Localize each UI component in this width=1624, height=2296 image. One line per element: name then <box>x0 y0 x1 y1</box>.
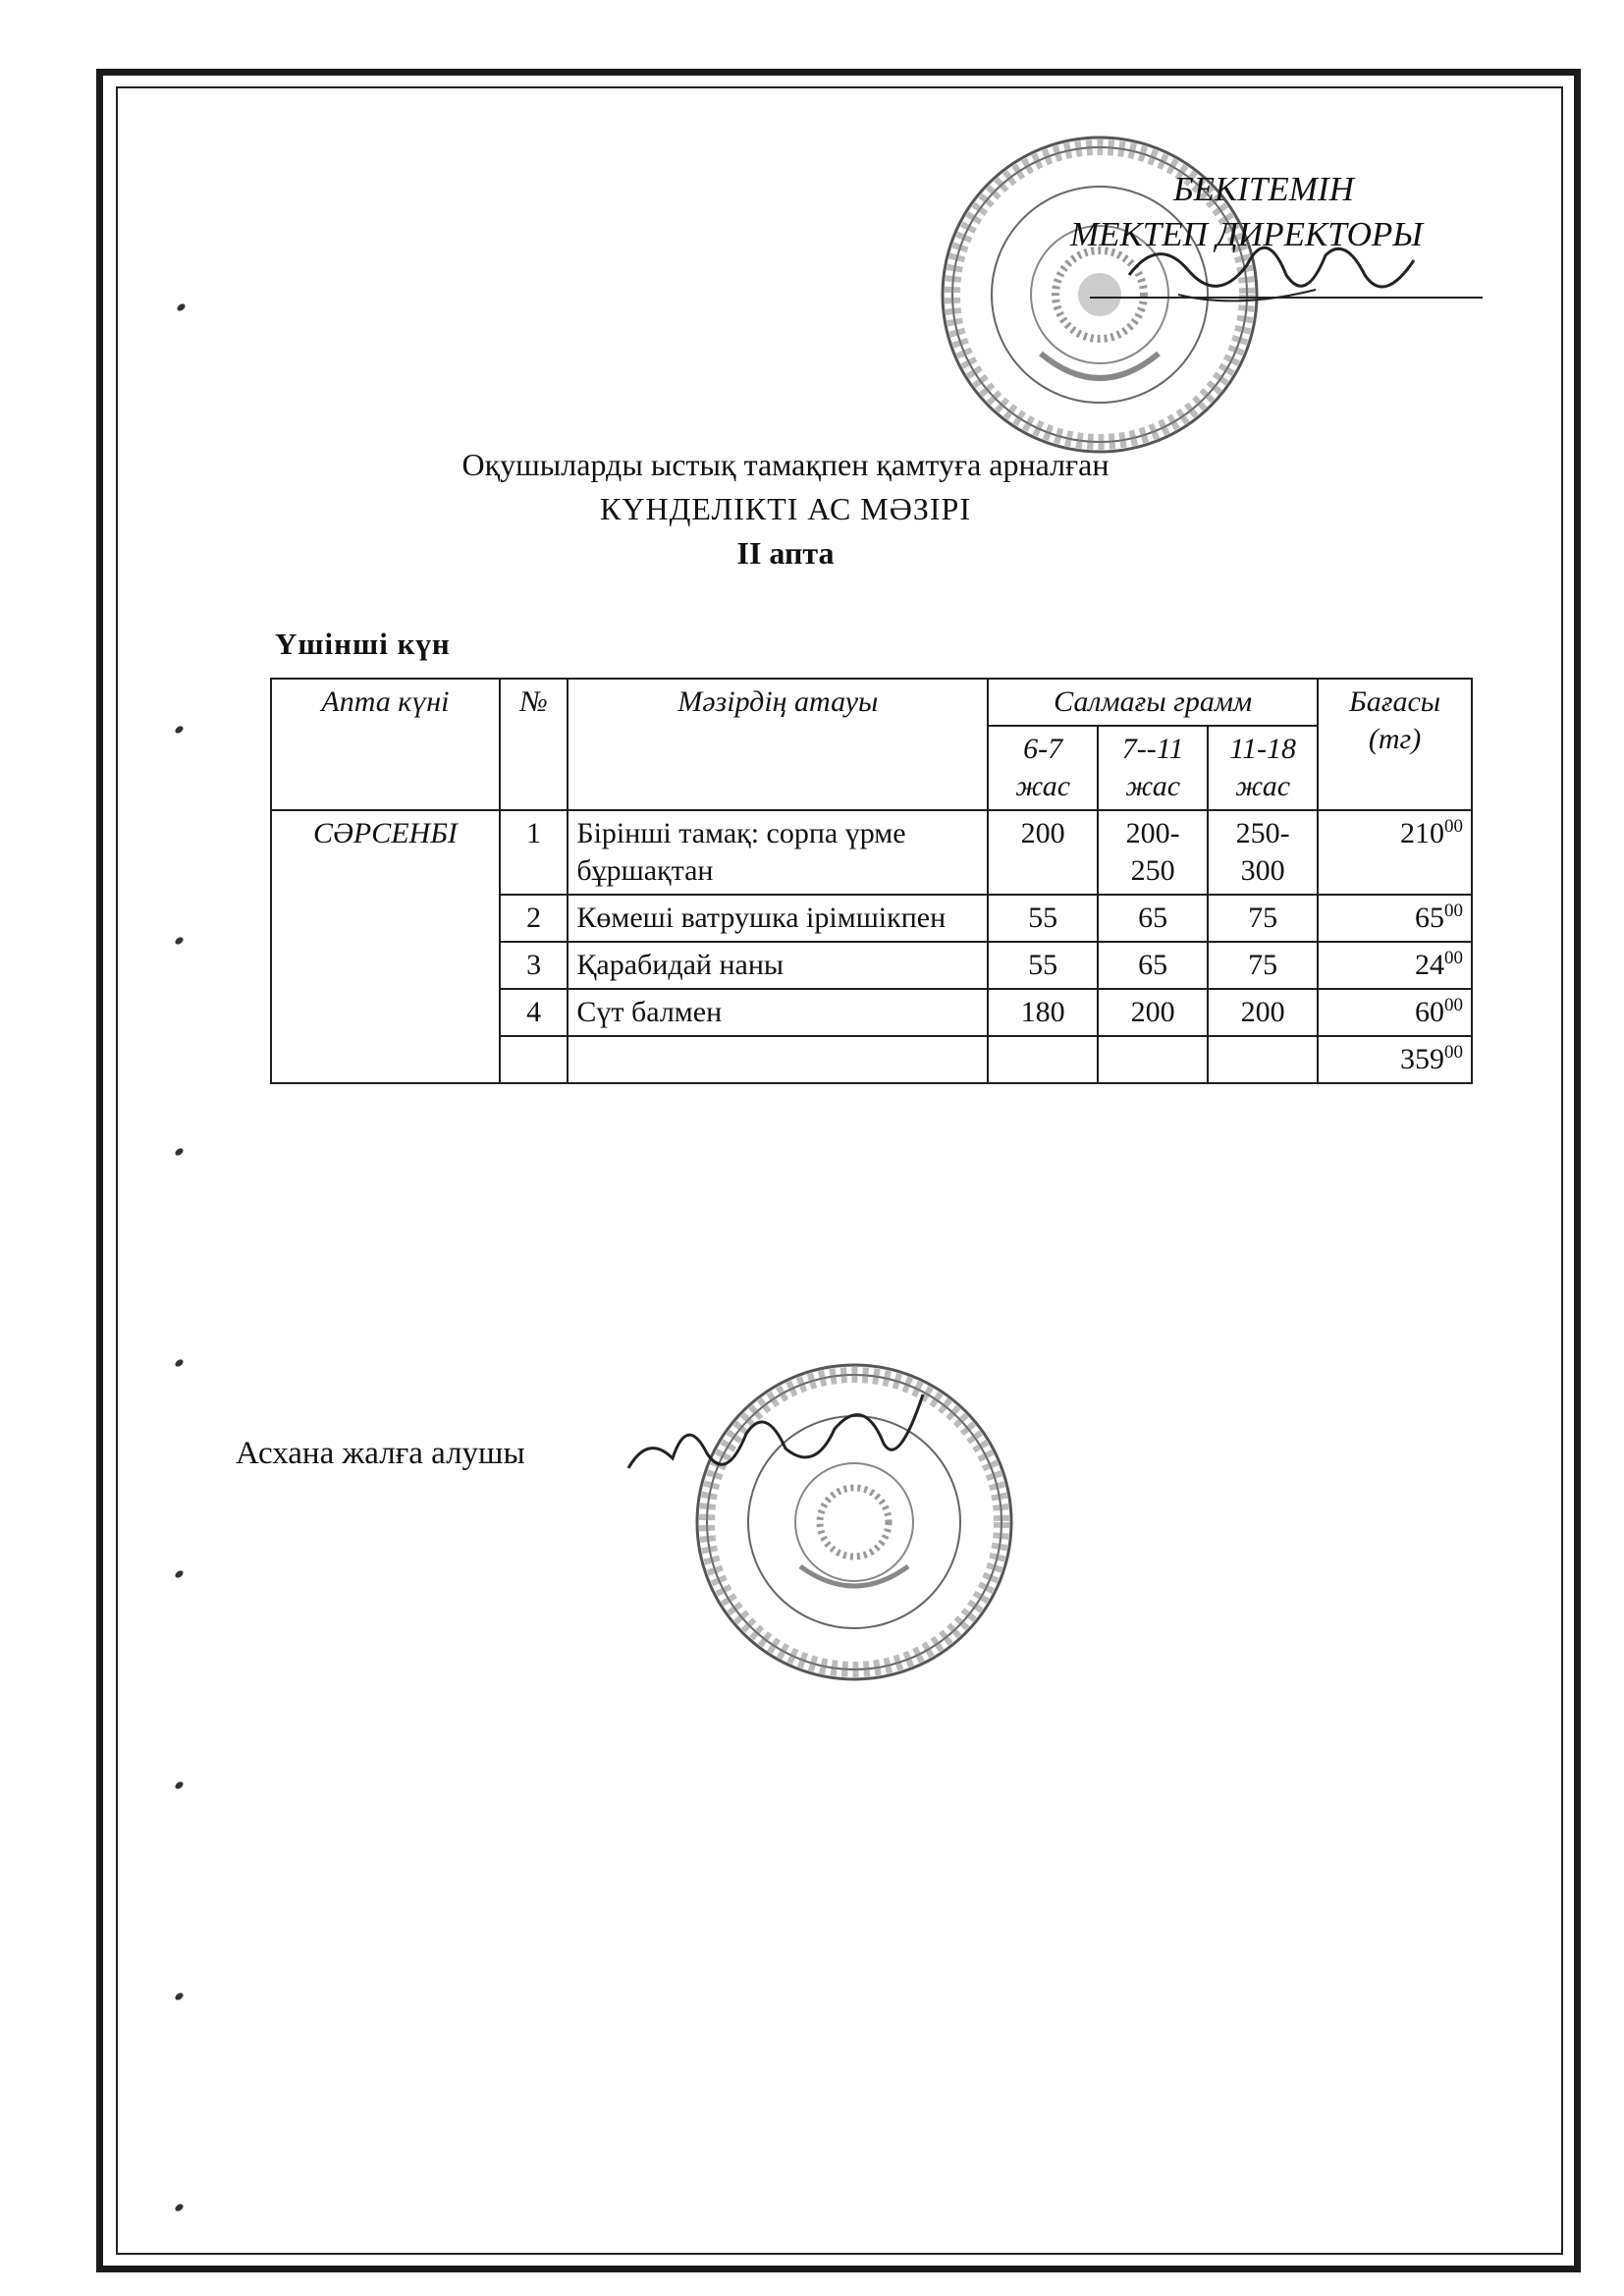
document-title: КҮНДЕЛІКТІ АС МӘЗІРІ <box>600 491 971 526</box>
signature-line <box>1090 297 1483 299</box>
header-no: № <box>500 679 568 810</box>
row-price <box>1318 942 1472 989</box>
row-weight-6-7: 55 <box>988 942 1098 989</box>
header-weight: Салмағы грамм <box>988 679 1318 726</box>
document-heading: Оқушыларды ыстық тамақпен қамтуға арналған <box>461 447 1110 482</box>
row-no: 1 <box>500 810 568 895</box>
row-weight-11-18: 75 <box>1208 895 1318 942</box>
row-weight-7-11: 65 <box>1098 895 1208 942</box>
row-price <box>1318 989 1472 1036</box>
table-row <box>271 810 1472 895</box>
price-value: 24 <box>1415 949 1444 981</box>
total-empty-cell <box>500 1036 568 1083</box>
day-name-cell: СӘРСЕНБІ <box>271 810 500 1083</box>
row-name: Қарабидай наны <box>568 942 988 989</box>
header-day: Апта күні <box>271 679 500 810</box>
week-label: ІІ апта <box>736 535 835 571</box>
price-kopecks: 00 <box>1444 901 1463 921</box>
price-value: 210 <box>1400 817 1444 849</box>
row-name: Көмеші ватрушка ірімшікпен <box>568 895 988 942</box>
row-weight-6-7: 55 <box>988 895 1098 942</box>
row-weight-11-18: 75 <box>1208 942 1318 989</box>
price-value: 65 <box>1415 902 1444 934</box>
row-price <box>1318 810 1472 895</box>
header-age-6-7: 6-7 жас <box>988 726 1098 810</box>
header-age-11-18: 11-18 жас <box>1208 726 1318 810</box>
row-weight-11-18: 250-300 <box>1208 810 1318 895</box>
row-no: 3 <box>500 942 568 989</box>
total-price <box>1318 1036 1472 1083</box>
row-weight-11-18: 200 <box>1208 989 1318 1036</box>
page-border-inner <box>116 86 1563 2255</box>
approval-line-1: БЕКІТЕМІН <box>1173 170 1354 208</box>
row-no: 2 <box>500 895 568 942</box>
row-name: Бірінші тамақ: сорпа үрме бұршақтан <box>568 810 988 895</box>
day-label: Үшінші күн <box>275 627 451 661</box>
price-kopecks: 00 <box>1444 816 1463 837</box>
row-weight-6-7: 180 <box>988 989 1098 1036</box>
header-price: Бағасы (тг) <box>1318 679 1472 810</box>
price-kopecks: 00 <box>1444 948 1463 968</box>
total-empty-cell <box>1208 1036 1318 1083</box>
total-empty-cell <box>1098 1036 1208 1083</box>
price-value: 60 <box>1415 996 1444 1028</box>
row-name: Сүт балмен <box>568 989 988 1036</box>
row-weight-7-11: 200 <box>1098 989 1208 1036</box>
header-age-7-11: 7--11 жас <box>1098 726 1208 810</box>
row-weight-7-11: 65 <box>1098 942 1208 989</box>
price-kopecks: 00 <box>1444 995 1463 1015</box>
row-weight-7-11: 200-250 <box>1098 810 1208 895</box>
menu-table <box>270 678 1473 1084</box>
table-header-row <box>271 679 1472 726</box>
total-price-kopecks: 00 <box>1444 1042 1463 1063</box>
signer-label: Асхана жалға алушы <box>236 1436 525 1471</box>
total-price-value: 359 <box>1400 1043 1444 1075</box>
header-name: Мәзірдің атауы <box>568 679 988 810</box>
row-no: 4 <box>500 989 568 1036</box>
total-empty-cell <box>988 1036 1098 1083</box>
lessee-signature <box>619 1375 943 1503</box>
approval-line-2: МЕКТЕП ДИРЕКТОРЫ <box>1070 215 1423 253</box>
approval-block <box>1070 167 1502 299</box>
row-price <box>1318 895 1472 942</box>
row-weight-6-7: 200 <box>988 810 1098 895</box>
total-empty-cell <box>568 1036 988 1083</box>
